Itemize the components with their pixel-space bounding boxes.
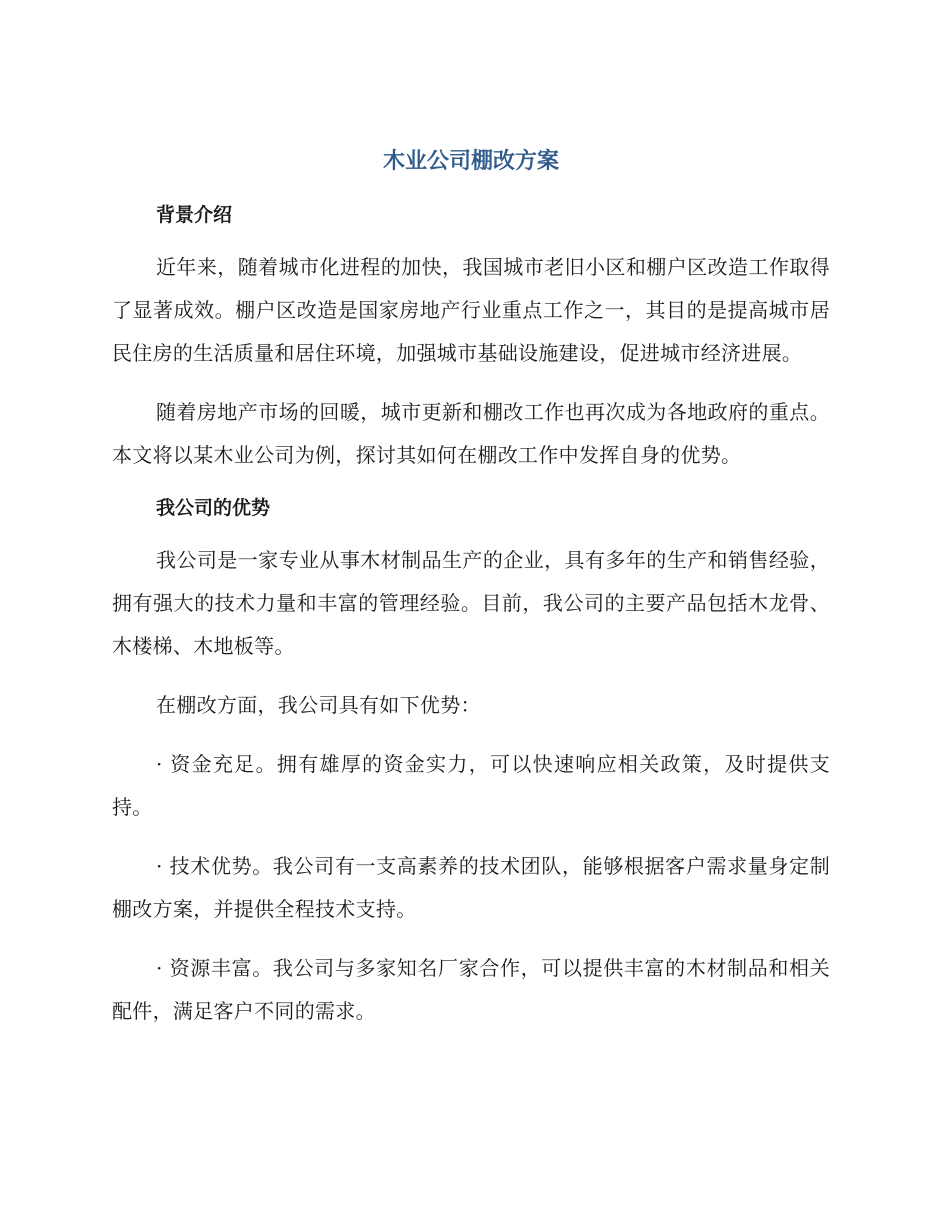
paragraph: 在棚改方面，我公司具有如下优势： [156,693,481,717]
bullet-item: · 资金充足。拥有雄厚的资金实力，可以快速响应相关政策，及时提供支持。 [112,752,830,819]
document-title: 木业公司棚改方案 [382,149,559,174]
paragraph: 我公司是一家专业从事木材制品生产的企业，具有多年的生产和销售经验，拥有强大的技术力量和丰富的管理经验。目前，我公司的主要产品包括木龙骨、木楼梯、木地板等。 [112,548,830,658]
document-body [112,140,830,1049]
section-heading-background: 背景介绍 [156,204,233,226]
bullet-item: · 技术优势。我公司有一支高素养的技术团队，能够根据客户需求量身定制棚改方案，并提供全程技术支持。 [112,854,830,921]
paragraph: 近年来，随着城市化进程的加快，我国城市老旧小区和棚户区改造工作取得了显著成效。棚户区改造是国家房地产行业重点工作之一，其目的是提高城市居民住房的生活质量和居住环境，加强城市基础设施建设，促进城市经济进展。 [112,255,830,365]
bullet-item: · 资源丰富。我公司与多家知名厂家合作，可以提供丰富的木材制品和相关配件，满足客户不同的需求。 [112,956,830,1023]
section-heading-advantages: 我公司的优势 [156,497,271,519]
paragraph: 随着房地产市场的回暖，城市更新和棚改工作也再次成为各地政府的重点。本文将以某木业公司为例，探讨其如何在棚改工作中发挥自身的优势。 [112,400,830,467]
